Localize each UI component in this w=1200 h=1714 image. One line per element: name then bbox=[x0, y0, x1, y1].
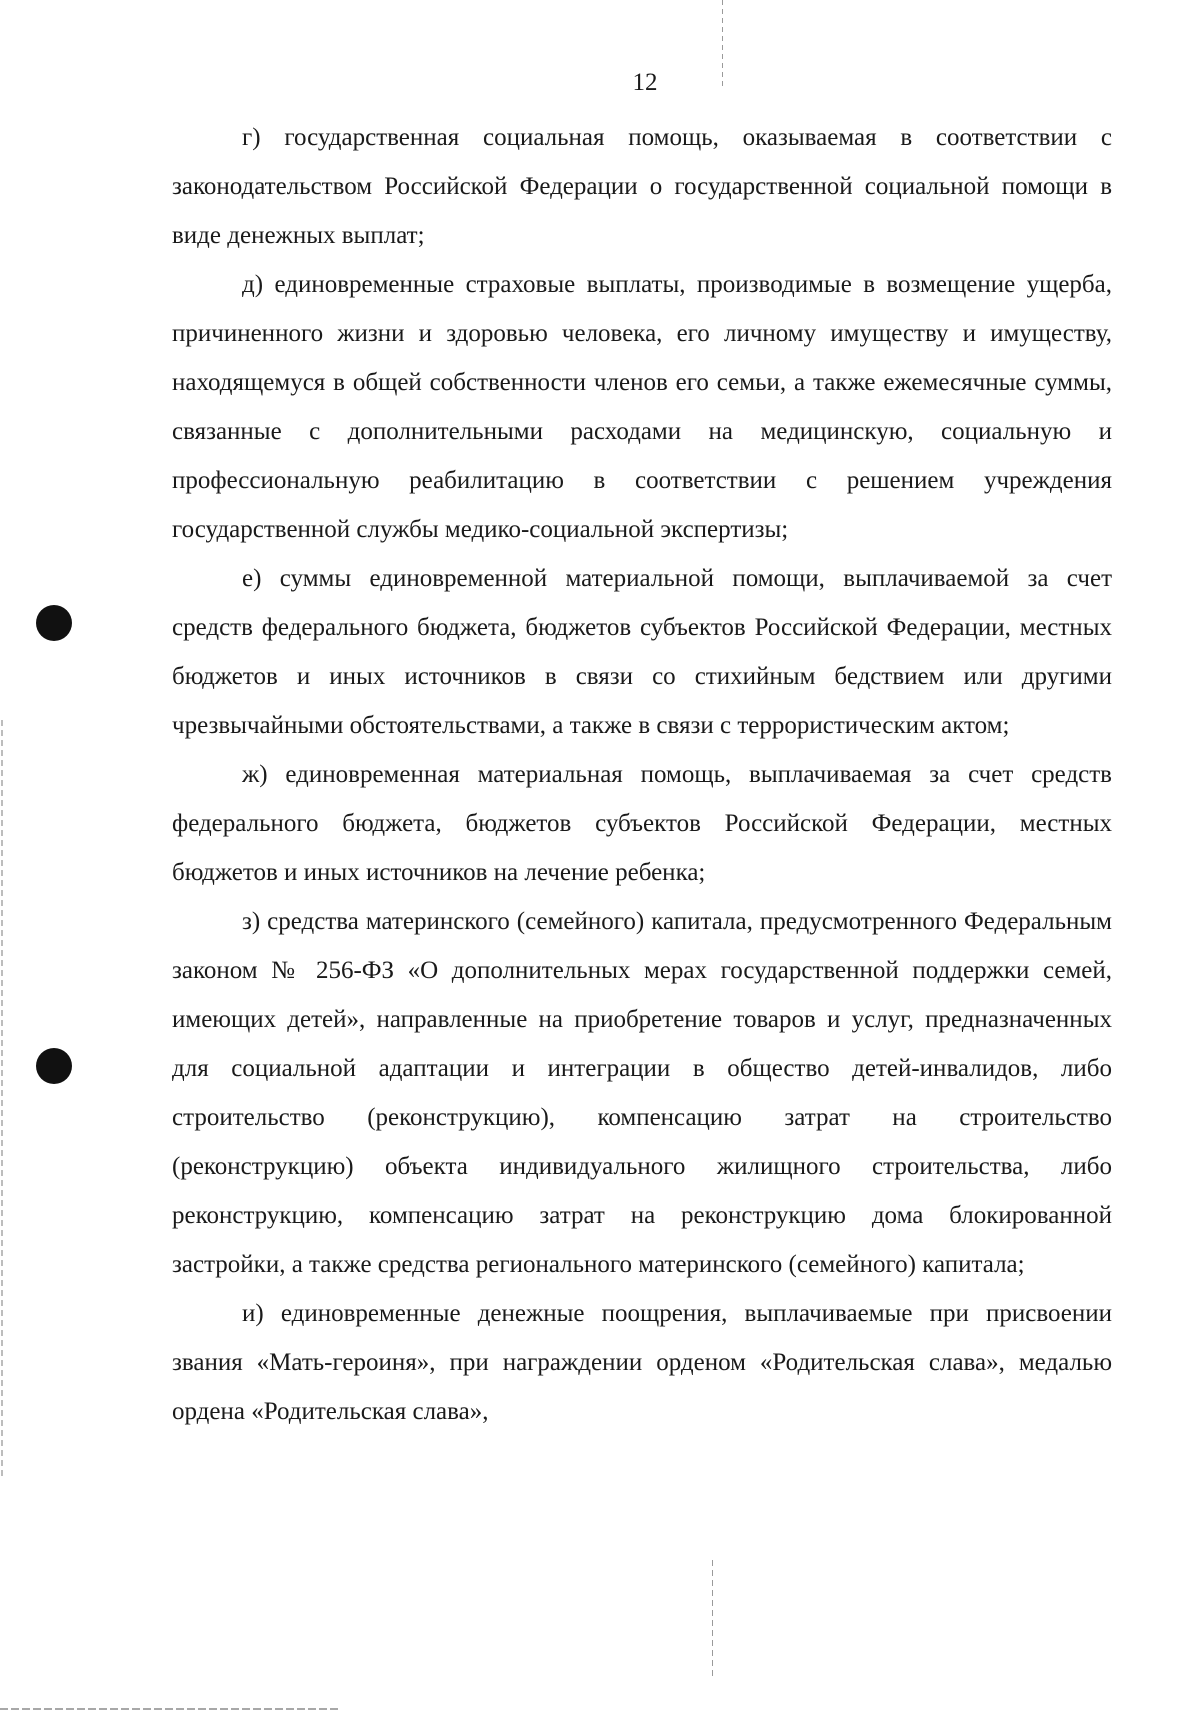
document-body bbox=[172, 113, 1112, 1436]
paragraph-g: г) государственная социальная помощь, оказываемая в соответствии с законодательством Российской Федерации о государственной социальной помощи в виде денежных выплат; bbox=[172, 124, 1112, 249]
scan-edge-left bbox=[1, 720, 3, 1480]
paragraph-d: д) единовременные страховые выплаты, производимые в возмещение ущерба, причиненного жизни и здоровью человека, его личному имуществу и имуществу, находящемуся в общей собственности членов его семьи, а также ежемесячные суммы, связанные с дополнительными расходами на медицинскую, социальную и профессиональную реабилитацию в соответствии с решением учреждения государственной службы медико-социальной экспертизы; bbox=[172, 271, 1112, 543]
scan-edge-bottom bbox=[0, 1708, 340, 1710]
paragraph-z: з) средства материнского (семейного) капитала, предусмотренного Федеральным законом № 256-ФЗ «О дополнительных мерах государственной поддержки семей, имеющих детей», направленные на приобретение товаров и услуг, предназначенных для социальной адаптации и интеграции в общество детей-инвалидов, либо строительство (реконструкцию), компенсацию затрат на строительство (реконструкцию) объекта индивидуального жилищного строительства, либо реконструкцию, компенсацию затрат на реконструкцию дома блокированной застройки, а также средства регионального материнского (семейного) капитала; bbox=[172, 908, 1112, 1278]
punch-hole-icon bbox=[36, 1048, 72, 1084]
scan-fold-mark-bottom bbox=[712, 1560, 713, 1680]
paragraph-zh: ж) единовременная материальная помощь, выплачиваемая за счет средств федерального бюджета, бюджетов субъектов Российской Федерации, местных бюджетов и иных источников на лечение ребенка; bbox=[172, 761, 1112, 886]
page-number: 12 bbox=[632, 69, 658, 96]
punch-hole-icon bbox=[36, 605, 72, 641]
paragraph-e: е) суммы единовременной материальной помощи, выплачиваемой за счет средств федерального бюджета, бюджетов субъектов Российской Федерации, местных бюджетов и иных источников в связи со стихийным бедствием или другими чрезвычайными обстоятельствами, а также в связи с террористическим актом; bbox=[172, 565, 1112, 739]
paragraph-i: и) единовременные денежные поощрения, выплачиваемые при присвоении звания «Мать-героиня», при награждении орденом «Родительская слава», медалью ордена «Родительская слава», bbox=[172, 1300, 1112, 1425]
